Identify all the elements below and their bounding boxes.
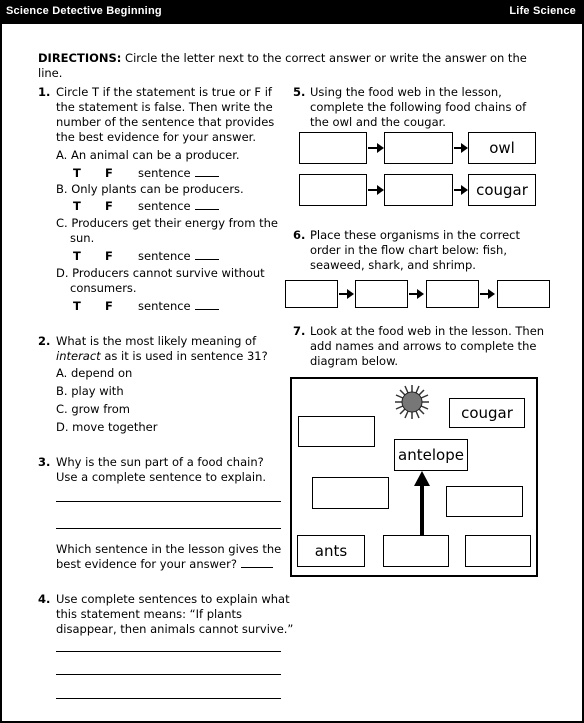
q7-antelope-label: antelope	[398, 446, 464, 464]
q6-flow-box-1[interactable]	[285, 280, 338, 308]
header-left: Science Detective Beginning	[6, 5, 162, 17]
q3-followup-blank[interactable]	[241, 557, 273, 568]
q5-chain2-cougar-box	[468, 174, 536, 206]
q4-line-2: this statement means: “If plants	[56, 607, 243, 621]
q6-flow-arrow-1	[339, 293, 352, 295]
q5-line-3: the owl and the cougar.	[310, 115, 446, 129]
q6-flow-arrow-3	[480, 293, 493, 295]
q1-c-false[interactable]: F	[105, 249, 113, 263]
q2-line-1: What is the most likely meaning of	[56, 334, 257, 348]
q3-answer-line-2[interactable]	[56, 528, 281, 529]
q2-line-2: interact as it is used in sentence 31?	[56, 349, 268, 363]
cougar-label: cougar	[476, 181, 528, 199]
q6-flow-box-4[interactable]	[497, 280, 550, 308]
q7-cougar-label: cougar	[461, 404, 513, 422]
q2-option-c[interactable]: C. grow from	[56, 402, 130, 416]
q1-line-4: the best evidence for your answer.	[56, 130, 256, 144]
q5-chain1-box-2[interactable]	[384, 132, 453, 164]
q1-option-d: D. Producers cannot survive without	[56, 266, 265, 280]
q4-number: 4.	[38, 592, 51, 606]
q2-option-b[interactable]: B. play with	[56, 384, 124, 398]
directions-text-2: line.	[38, 66, 63, 80]
header-right: Life Science	[509, 5, 576, 17]
q1-option-d-2: consumers.	[70, 281, 137, 295]
q6-flow-arrow-2	[409, 293, 422, 295]
q5-chain2-arrow-2	[454, 189, 466, 191]
q1-c-true[interactable]: T	[73, 249, 81, 263]
q4-answer-line-2[interactable]	[56, 674, 281, 675]
q6-line-2: order in the flow chart below: fish,	[310, 243, 507, 257]
q7-antelope-box	[394, 439, 468, 471]
q7-number: 7.	[293, 324, 306, 338]
q5-chain1-arrow-1	[368, 147, 382, 149]
q7-ants-box	[297, 535, 365, 567]
directions	[38, 51, 548, 66]
header-bar	[0, 0, 584, 24]
q5-chain1-owl-box	[468, 132, 536, 164]
q1-d-sentence: sentence	[138, 299, 219, 314]
directions-label: DIRECTIONS:	[38, 51, 122, 65]
q3-answer-line-1[interactable]	[56, 501, 281, 502]
q5-chain1-arrow-2	[454, 147, 466, 149]
q5-number: 5.	[293, 85, 306, 99]
q2-option-d[interactable]: D. move together	[56, 420, 158, 434]
q1-d-false[interactable]: F	[105, 299, 113, 313]
q3-line-1: Why is the sun part of a food chain?	[56, 455, 264, 469]
q3-number: 3.	[38, 455, 51, 469]
q1-option-a: A. An animal can be a producer.	[56, 148, 240, 162]
q1-b-true[interactable]: T	[73, 199, 81, 213]
q7-line-3: diagram below.	[310, 354, 399, 368]
owl-label: owl	[489, 139, 515, 157]
q6-flow-box-2[interactable]	[355, 280, 408, 308]
q1-line-3: number of the sentence that provides	[56, 115, 275, 129]
q1-number: 1.	[38, 85, 51, 99]
q7-empty-box-5[interactable]	[465, 535, 531, 567]
up-arrow-icon	[410, 470, 434, 536]
q7-empty-box-3[interactable]	[446, 486, 523, 517]
q5-line-1: Using the food web in the lesson,	[310, 85, 502, 99]
q7-cougar-box	[449, 398, 525, 428]
q1-b-sentence: sentence	[138, 199, 219, 214]
q1-option-b: B. Only plants can be producers.	[56, 182, 244, 196]
q6-number: 6.	[293, 228, 306, 242]
q1-a-true[interactable]: T	[73, 166, 81, 180]
q3-followup-2: best evidence for your answer?	[56, 557, 273, 572]
q1-line-1: Circle T if the statement is true or F if	[56, 85, 272, 99]
q7-line-1: Look at the food web in the lesson. Then	[310, 324, 545, 338]
q5-chain1-box-1[interactable]	[299, 132, 367, 164]
q7-empty-box-1[interactable]	[298, 416, 375, 447]
q3-followup-1: Which sentence in the lesson gives the	[56, 542, 282, 556]
q2-option-a[interactable]: A. depend on	[56, 366, 133, 380]
q1-option-c-2: sun.	[70, 231, 95, 245]
q7-empty-box-4[interactable]	[383, 535, 449, 567]
q1-d-true[interactable]: T	[73, 299, 81, 313]
q6-line-1: Place these organisms in the correct	[310, 228, 520, 242]
q2-number: 2.	[38, 334, 51, 348]
q1-option-c: C. Producers get their energy from the	[56, 216, 278, 230]
directions-text: Circle the letter next to the correct answer or write the answer on the	[125, 51, 527, 65]
q4-line-3: disappear, then animals cannot survive.”	[56, 622, 294, 636]
q6-flow-box-3[interactable]	[426, 280, 479, 308]
q1-c-blank[interactable]	[195, 249, 219, 260]
q6-line-3: seaweed, shark, and shrimp.	[310, 258, 476, 272]
q1-a-sentence: sentence	[138, 166, 219, 181]
q1-d-blank[interactable]	[195, 299, 219, 310]
q5-chain2-box-1[interactable]	[299, 174, 367, 206]
q4-answer-line-1[interactable]	[56, 651, 281, 652]
q5-line-2: complete the following food chains of	[310, 100, 527, 114]
q1-a-false[interactable]: F	[105, 166, 113, 180]
q7-empty-box-2[interactable]	[312, 477, 389, 509]
q1-line-2: the statement is false. Then write the	[56, 100, 273, 114]
q1-a-blank[interactable]	[195, 166, 219, 177]
q5-chain2-arrow-1	[368, 189, 382, 191]
q7-ants-label: ants	[314, 542, 348, 560]
q1-b-false[interactable]: F	[105, 199, 113, 213]
sun-icon	[394, 384, 430, 420]
q5-chain2-box-2[interactable]	[384, 174, 453, 206]
q4-answer-line-3[interactable]	[56, 698, 281, 699]
q1-c-sentence: sentence	[138, 249, 219, 264]
q3-line-2: Use a complete sentence to explain.	[56, 470, 267, 484]
q4-line-1: Use complete sentences to explain what	[56, 592, 290, 606]
q1-b-blank[interactable]	[195, 199, 219, 210]
q7-line-2: add names and arrows to complete the	[310, 339, 537, 353]
